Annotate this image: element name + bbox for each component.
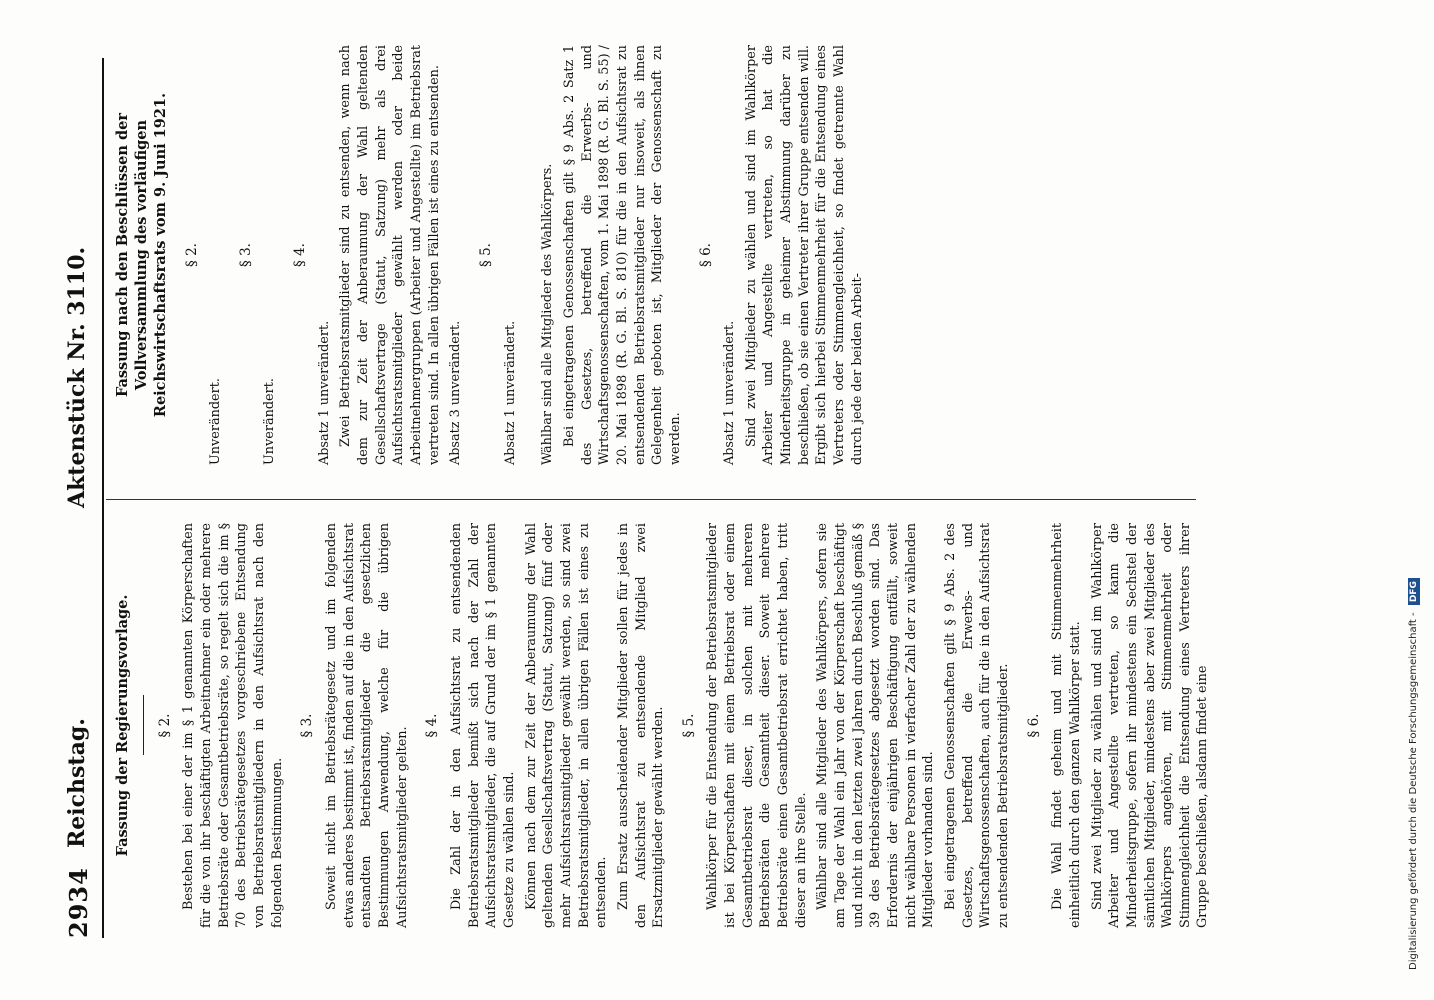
paragraph: Absatz 3 unverändert. (448, 320, 464, 465)
paragraph: Zwei Betriebsratsmitglieder sind zu entsenden, wenn nach dem zur Zeit der Anberaumung der Wahl geltenden Gesellschaftsvertrage (Statut, Satzung) mehr als drei Aufsichtsratsmitglieder gewählt werden oder beide Arbeitnehmergruppen (Arbeiter und Angestellte) im Betriebsrat vertreten sind. In allen übrigen Fällen ist eines zu entsenden. (338, 45, 442, 465)
header-document-number: Aktenstück Nr. 3110. (64, 246, 90, 508)
section-heading: § 5. (477, 243, 494, 267)
paragraph: Zum Ersatz ausscheidender Mitglieder sollen für jedes in den Aufsichtsrat zu entsendende Mitglied zwei Ersatzmitglieder gewählt werden. (615, 523, 667, 928)
left-column-title: Fassung der Regierungsvorlage. (114, 594, 131, 857)
paragraph: Wahlkörper für die Entsendung der Betriebsratsmitglieder ist bei Körperschaften mit einem Betriebsrat oder einem Gesamtbetriebsrat dieser, in solchen mit mehreren Betriebsräten die Gesamtheit dieser. Soweit mehrere Betriebsräte einen Gesamtbetriebsrat errichtet haben, tritt dieser an ihre Stelle. (705, 523, 809, 928)
section-heading: § 3. (237, 243, 254, 267)
spacer (523, 45, 539, 465)
section-heading: § 2. (156, 713, 173, 738)
paragraph: Soweit nicht im Betriebsrätegesetz und im folgenden etwas anderes bestimmt ist, finden auf die in den Aufsichtsrat entsandten Betriebsratsmitglieder die gesetzlichen Bestimmungen Anwendung, welche für die übrigen Aufsichtsratsmitglieder gelten. (324, 523, 410, 928)
paragraph: Wählbar sind alle Mitglieder des Wahlkörpers, sofern sie am Tage der Wahl ein Jahr von der Körperschaft beschäftigt und nicht in den letzten zwei Jahren durch Beschluß gemäß § 39 des Betriebsrätegesetzes abgesetzt worden sind. Das Erfordernis der einjährigen Beschäftigung entfällt, soweit nicht wählbare Personen in vierfacher Zahl der zu wählenden Mitglieder vorhanden sind. (815, 523, 937, 928)
section-heading: § 4. (292, 243, 309, 267)
credit-text: Digitalisierung gefördert durch die Deutsche Forschungsgemeinschaft - (1408, 612, 1419, 970)
section-heading: § 6. (1025, 713, 1042, 738)
paragraph: Unverändert. (208, 378, 224, 465)
paragraph: Absatz 1 unverändert. (722, 320, 738, 465)
paragraph: Sind zwei Mitglieder zu wählen und sind im Wahlkörper Arbeiter und Angestellte vertreten, so hat die Minderheitsgruppe in geheimer Abstimmung darüber zu beschließen, ob sie einen Vertreter ihrer Gruppe entsenden will. Ergibt sich hierbei Stimmenmehrheit für die Entsendung eines Vertreters oder Stimmengleichheit, so findet getrennte Wahl durch jede der beiden Arbeit- (743, 45, 865, 465)
page-number: 2934 (64, 867, 93, 938)
paragraph: Bei eingetragenen Genossenschaften gilt § 9 Abs. 2 des Gesetzes, betreffend die Erwerbs- und Wirtschaftsgenossenschaften, auch für die in den Aufsichtsrat zu entsendenden Betriebsratsmitglieder. (942, 523, 1011, 928)
header-reichstag: Reichstag. (64, 718, 90, 848)
dfg-logo: DFG (1408, 578, 1420, 605)
paragraph: Wählbar sind alle Mitglieder des Wahlkörpers. (540, 163, 556, 465)
paragraph: Bestehen bei einer der im § 1 genannten Körperschaften für die von ihr beschäftigten Arbeitnehmer ein oder mehrere Betriebsräte oder Gesamtbetriebsräte, so regelt sich die im § 70 des Betriebsrätegesetzes vorgeschriebene Entsendung von Betriebsratsmitgliedern in den Aufsichtsrat nach den folgenden Bestimmungen. (181, 523, 285, 928)
paragraph: Sind zwei Mitglieder zu wählen und sind im Wahlkörper Arbeiter und Angestellte vertreten, so kann die Minderheitsgruppe, sofern ihr mindestens ein Sechstel der sämtlichen Mitglieder, mindestens aber zwei Mitglieder des Wahlkörpers angehören, mit Stimmenmehrheit oder Stimmengleichheit die Entsendung eines Vertreters ihrer Gruppe beschließen, alsdann findet eine (1089, 523, 1211, 928)
section-heading: § 5. (680, 713, 697, 738)
paragraph: Unverändert. (262, 378, 278, 465)
column-divider (106, 499, 1196, 500)
paragraph: Die Zahl der in den Aufsichtsrat zu entsendenden Betriebsratsmitglieder bemißt sich nach der Zahl der Aufsichtsratsmitglieder, die auf Grund der im § 1 genannten Gesetze zu wählen sind. (448, 523, 517, 928)
paragraph: Können nach dem zur Zeit der Anberaumung der Wahl geltenden Gesellschaftsvertrag (Statut, Satzung) fünf oder mehr Aufsichtsratsmitglieder gewählt werden, so sind zwei Betriebsratsmitglieder, in allen übrigen Fällen ist eines zu entsenden. (523, 523, 610, 928)
right-column (110, 45, 870, 465)
right-column-title: Fassung nach den Beschlüssen der Vollversammlung des vorläufigen Reichswirtschaftsrats vom 9. Juni 1921. (114, 92, 169, 418)
paragraph: Absatz 1 unverändert. (502, 320, 518, 465)
section-heading: § 4. (424, 713, 441, 738)
paragraph: Die Wahl findet geheim und mit Stimmenmehrheit einheitlich durch den ganzen Wahlkörper statt. (1050, 523, 1083, 928)
paragraph: Absatz 1 unverändert. (316, 320, 332, 465)
section-heading: § 6. (697, 243, 714, 267)
section-heading: § 2. (183, 243, 200, 267)
digitization-credit (1408, 30, 1420, 970)
title-rule (143, 696, 144, 756)
paragraph: Bei eingetragenen Genossenschaften gilt § 9 Abs. 2 Satz 1 des Gesetzes, betreffend die Erwerbs- und Wirtschaftsgenossenschaften, vom 1. Mai 1898 (R. G. Bl. S. 55) / 20. Mai 1898 (R. G. Bl. S. 810) für die in den Aufsichtsrat zu entsendenden Betriebsratsmitglieder nur insoweit, als ihnen Gelegenheit geboten ist, Mitglieder der Genossenschaft zu werden. (561, 45, 683, 465)
section-heading: § 3. (299, 713, 316, 738)
page-header (58, 58, 104, 938)
left-column (110, 523, 1216, 928)
